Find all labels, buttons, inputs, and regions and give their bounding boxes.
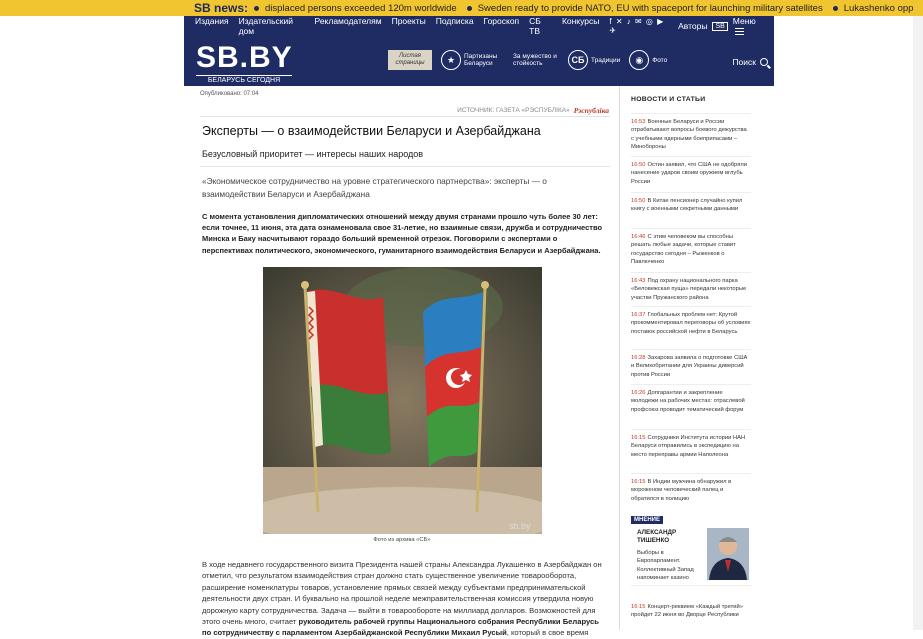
nav-item-advertisers[interactable]: Рекламодателям — [314, 16, 382, 26]
photo-caption: Фото из архива «СБ» — [373, 537, 431, 543]
news-item[interactable]: 16:26 Допгарантии и закрепление молодежи на рабочих местах: отраслевой профсоюз проводит тематический форум — [631, 384, 751, 414]
article-body: В ходе недавнего государственного визита Президента нашей страны Александра Лукашенко в Азербайджан он отметил, что результатом взаимодействия стран должно стать существенное увеличение товарооборота, расширение номенклатуры товаров, установление прямых связей между субъектами предпринимательской деятельности двух стран. И буквально на прошлой неделе межправительственная комиссия утвердила новую дорожную карту сотрудничества. Задача — выйти в товарообороте на миллиард долларов. Возможностей для этого очень много, считает руководитель рабочей группы Национального собрания Республики Беларусь по сотрудничеству с парламентом Азербайджанской Республики Михаил Русый, который в свое время — [202, 560, 602, 638]
nav-item-editions[interactable]: Издания — [195, 16, 229, 26]
news-ticker — [0, 0, 923, 16]
ticker-item[interactable]: displaced persons exceeded 120m worldwide — [254, 3, 457, 14]
published-time: Опубликовано: 07:04 — [200, 91, 259, 97]
site-logo-subtitle: БЕЛАРУСЬ СЕГОДНЯ — [196, 75, 292, 84]
flags-image — [263, 267, 542, 534]
site-header — [184, 36, 774, 86]
news-item[interactable]: 16:15 Сотрудники Института истории НАН Беларуси отправились в экспедицию на место переправы армии Наполеона — [631, 429, 751, 459]
nav-item-sb-tv[interactable]: СБ ТВ — [529, 16, 541, 36]
divider — [200, 166, 610, 167]
social-icons[interactable]: f ✕ ♪ ✉ ◎ ▶ ✈ — [609, 17, 665, 35]
nav-item-projects[interactable]: Проекты — [391, 16, 426, 26]
article-subtitle: Безусловный приоритет — интересы наших народов — [202, 149, 424, 159]
special-projects — [388, 50, 667, 70]
sb-icon: СБ — [568, 50, 588, 70]
search-icon — [760, 58, 768, 66]
article-title: Эксперты — о взаимодействии Беларуси и Азербайджана — [202, 124, 541, 138]
news-item[interactable]: 16:53 Военные Беларуси и России отрабатывают вопросы боевого дежурства с учебными ядерными боеприпасами – Минобороны — [631, 113, 751, 151]
news-item[interactable]: 16:43 Под охрану национального парка «Беловежская пуща» передали некоторые участки Пружанского района — [631, 272, 751, 302]
article-lead: «Экономическое сотрудничество на уровне стратегического партнерства»: эксперты — о взаимодействии Беларуси и Азербайджана — [202, 176, 547, 199]
bullet-icon — [833, 6, 838, 11]
divider — [631, 585, 751, 586]
news-item[interactable]: 16:37 Глобальных проблем нет: Крутой прокомментировал переговоры об условиях поставок российской нефти в Беларусь — [631, 306, 751, 336]
opinion-author-photo[interactable] — [707, 528, 749, 580]
news-sidebar — [631, 96, 751, 630]
camera-icon: ◉ — [629, 50, 649, 70]
nav-item-subscription[interactable]: Подписка — [435, 16, 474, 26]
opinion-tag[interactable]: МНЕНИЕ — [631, 516, 663, 524]
news-item[interactable]: 16:46 С этим человеком вы способны решать любые задачи, которые ставит государство сегодня – Рыженков о Павлюченко — [631, 228, 751, 266]
sb-badge[interactable]: SB — [712, 22, 727, 31]
article-source[interactable]: ИСТОЧНИК: ГАЗЕТА «РЭСПУБЛІКА» Рэспубліка — [457, 106, 609, 115]
hamburger-icon — [735, 28, 744, 35]
article-photo[interactable] — [263, 267, 542, 534]
opinion-author[interactable]: АЛЕКСАНДР ТИШЕНКО — [637, 529, 677, 544]
sidebar-heading: НОВОСТИ И СТАТЬИ — [631, 96, 706, 103]
article-main — [184, 86, 620, 638]
news-item[interactable]: 16:50 В Китае пенсионер случайно купил книгу с военными секретными данными — [631, 192, 751, 214]
menu-button[interactable]: Меню — [733, 16, 768, 36]
special-photo[interactable]: ◉ Фото — [629, 50, 667, 70]
divider — [200, 116, 610, 117]
article-body-bold: руководитель рабочей группы Национального собрания Республики Беларусь по сотрудничеству с парламентом Азербайджанской Республики Михаил Русый — [202, 617, 599, 638]
news-item[interactable]: 16:28 Захарова заявила о подготовке США и Великобритании для Украины диверсий против России — [631, 349, 751, 379]
top-navigation — [184, 16, 774, 36]
special-traditions[interactable]: СБ Традиции — [568, 50, 620, 70]
ticker-brand[interactable]: SB news: — [194, 1, 249, 15]
special-courage[interactable]: За мужество и стойкость — [513, 53, 557, 67]
site-logo[interactable]: SB.BY — [196, 41, 293, 74]
authors-link[interactable]: Авторы — [678, 21, 708, 31]
news-item[interactable]: 16:15 В Индии мужчина обнаружил в мороженом человеческий палец и обратился в полицию — [631, 473, 751, 503]
article-intro: С момента установления дипломатических отношений между двумя странами прошло чуть более 30 лет: если точнее, 11 июня, эта дата ознаменовала свое 31-летие, но взаимные связи, дружба и сотрудничество Минска и Баку насчитывают гораздо больший временной отрезок. Поговорили с экспертами о перспективах политического, экономического, гуманитарного взаимодействия Беларуси и Азербайджана. — [202, 212, 603, 255]
scrollbar[interactable] — [913, 16, 923, 630]
news-item[interactable]: 16:50 Остин заявил, что США не одобряли нанесение ударов своим оружием вглубь России — [631, 156, 751, 186]
search-button[interactable]: Поиск — [732, 57, 768, 67]
special-pages[interactable]: Листая страницы — [388, 50, 432, 70]
ticker-item[interactable]: Sweden ready to provide NATO, EU with spaceport for launching military satellites — [467, 3, 823, 14]
bullet-icon — [254, 6, 259, 11]
news-item[interactable]: 16:15 Концерт-реквием «Каждый третий» пройдет 22 июня во Дворце Республики — [631, 604, 743, 619]
star-icon: ★ — [441, 50, 461, 70]
nav-item-horoscope[interactable]: Гороскоп — [483, 16, 520, 26]
photo-watermark: sb.by — [509, 521, 531, 531]
nav-item-publishing-house[interactable]: Издательский дом — [238, 16, 293, 36]
source-logo: Рэспубліка — [573, 106, 609, 115]
nav-item-contests[interactable]: Конкурсы — [561, 16, 600, 26]
special-partisans[interactable]: ★ Партизаны Беларуси — [441, 50, 504, 70]
bullet-icon — [467, 6, 472, 11]
opinion-text[interactable]: Выборы в Европарламент. Коллективный Запад напоминает казино — [637, 550, 694, 581]
ticker-item[interactable]: Lukashenko opp — [833, 3, 914, 14]
